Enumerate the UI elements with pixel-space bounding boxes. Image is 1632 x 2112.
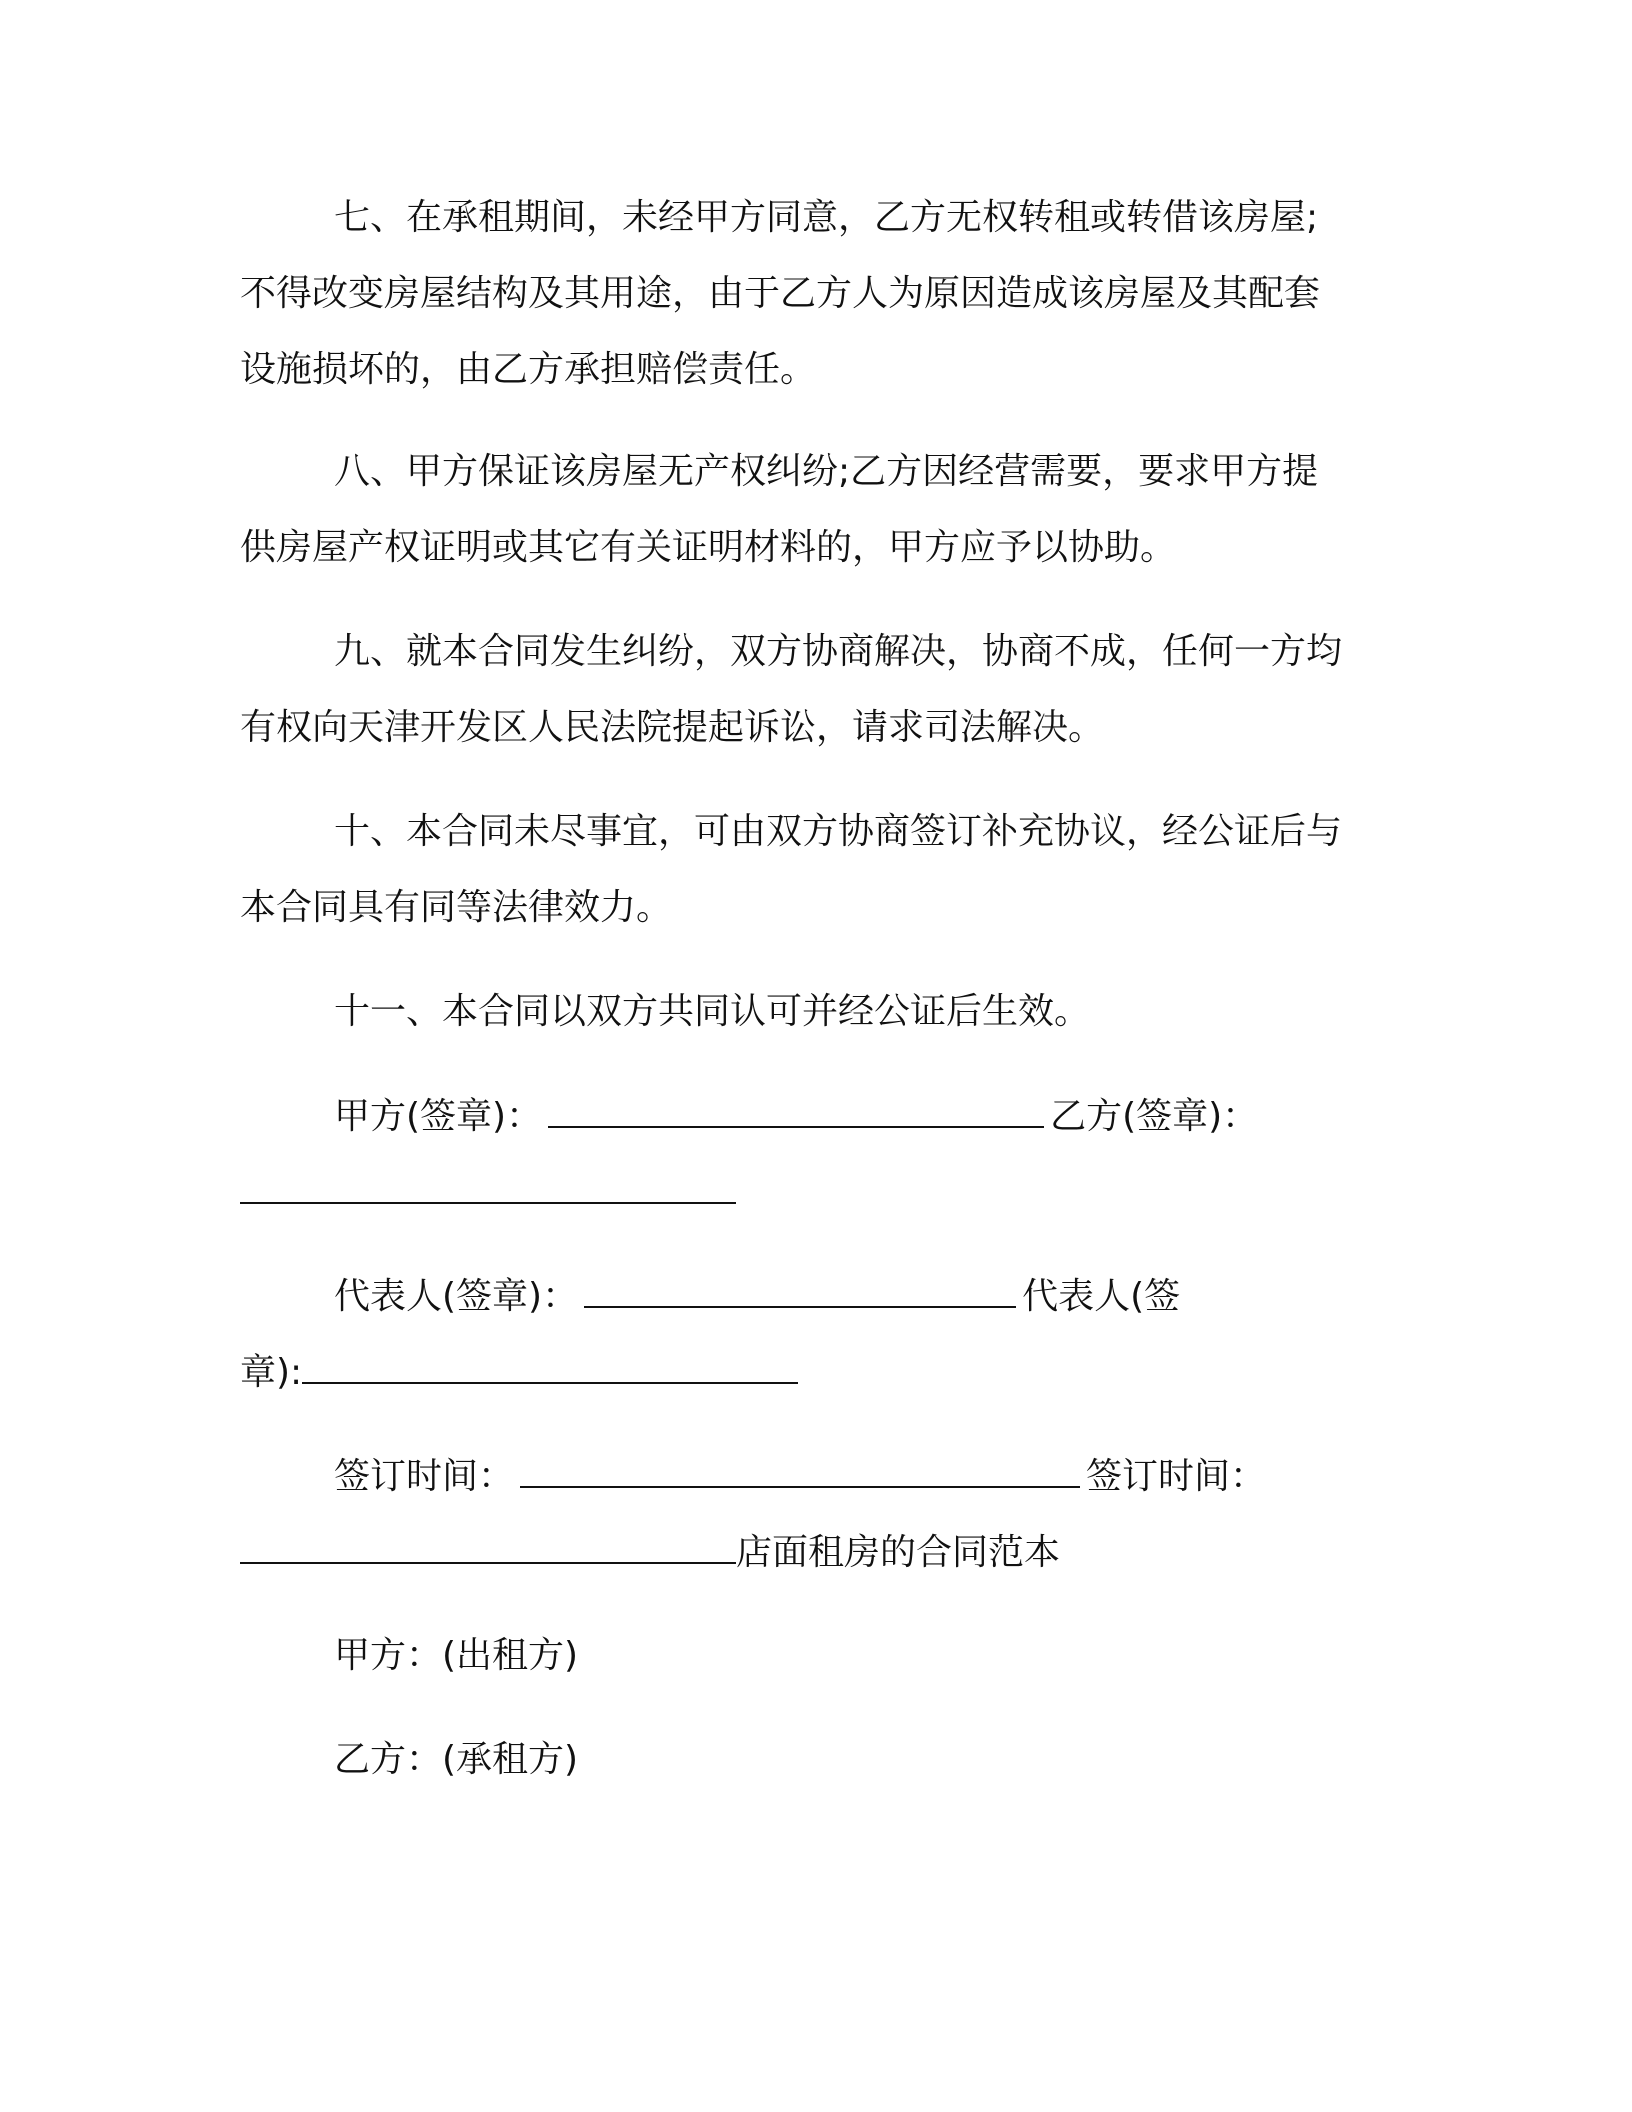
rep-a-seal-blank xyxy=(584,1272,1016,1308)
clause-10-line-1: 十、本合同未尽事宜，可由双方协商签订补充协议，经公证后与 xyxy=(334,811,1343,852)
party-a-line: 甲方：(出租方) xyxy=(334,1635,579,1676)
party-b-seal-continuation xyxy=(240,1168,742,1217)
seal-line-parties xyxy=(334,1092,1258,1141)
sign-date-continuation xyxy=(240,1528,1060,1577)
sign-date-a-blank xyxy=(520,1452,1080,1488)
clause-8-line-2: 供房屋产权证明或其它有关证明材料的，甲方应予以协助。 xyxy=(240,527,1177,568)
rep-b-seal-label-part2: 章): xyxy=(240,1352,303,1393)
clause-10-line-2: 本合同具有同等法律效力。 xyxy=(240,887,673,928)
clause-11-line-1: 十一、本合同以双方共同认可并经公证后生效。 xyxy=(334,991,1091,1032)
sign-date-line xyxy=(334,1452,1266,1501)
clause-9-line-1: 九、就本合同发生纠纷，双方协商解决，协商不成，任何一方均 xyxy=(334,631,1343,672)
rep-b-seal-continuation xyxy=(240,1348,804,1397)
clause-7-line-1: 七、在承租期间，未经甲方同意，乙方无权转租或转借该房屋; xyxy=(334,197,1319,238)
rep-b-seal-blank xyxy=(302,1348,798,1384)
sign-date-b-label: 签订时间： xyxy=(1086,1456,1267,1497)
party-b-seal-label: 乙方(签章)： xyxy=(1050,1096,1259,1137)
party-b-seal-blank xyxy=(240,1168,736,1204)
seal-line-representatives xyxy=(334,1272,1180,1321)
party-a-seal-label: 甲方(签章)： xyxy=(334,1096,543,1137)
rep-a-seal-label: 代表人(签章)： xyxy=(334,1276,579,1317)
clause-7-line-2: 不得改变房屋结构及其用途，由于乙方人为原因造成该房屋及其配套 xyxy=(240,273,1321,314)
clause-9-line-2: 有权向天津开发区人民法院提起诉讼，请求司法解决。 xyxy=(240,707,1105,748)
rep-b-seal-label-part1: 代表人(签 xyxy=(1022,1276,1181,1317)
sign-date-b-blank xyxy=(240,1528,736,1564)
sign-date-a-label: 签订时间： xyxy=(334,1456,515,1497)
clause-7-line-3: 设施损坏的，由乙方承担赔偿责任。 xyxy=(240,349,817,390)
party-b-line: 乙方：(承租方) xyxy=(334,1739,579,1780)
clause-8-line-1: 八、甲方保证该房屋无产权纠纷;乙方因经营需要，要求甲方提 xyxy=(334,451,1319,492)
next-contract-title: 店面租房的合同范本 xyxy=(736,1532,1061,1573)
party-a-seal-blank xyxy=(548,1092,1044,1128)
